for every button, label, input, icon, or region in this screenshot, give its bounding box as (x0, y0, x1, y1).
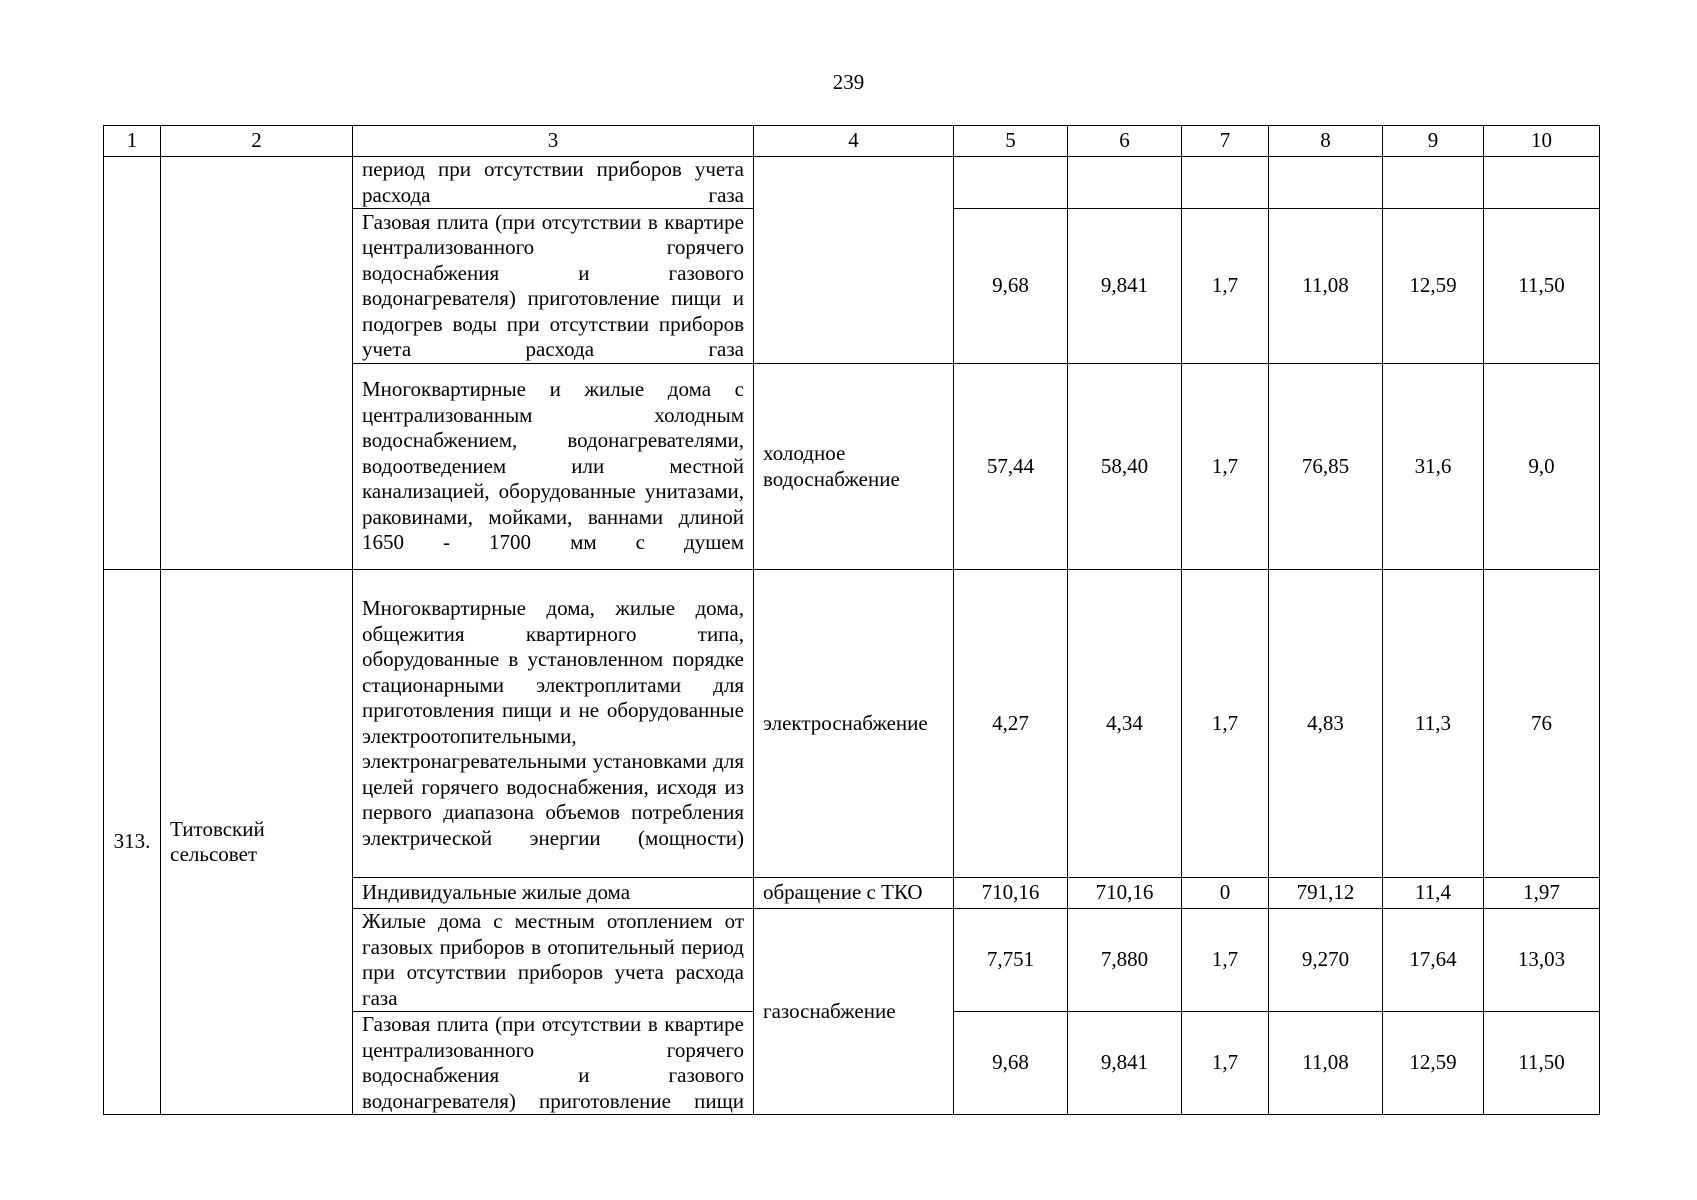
value-cell: 1,7 (1182, 909, 1269, 1012)
description-cell: Газовая плита (при отсутствии в квартире централизованного горячего водоснабжения и газового водонагревателя) приготовление пищи (353, 1012, 754, 1115)
header-cell: 9 (1383, 126, 1484, 157)
value-cell: 4,34 (1068, 570, 1182, 878)
value-cell: 9,841 (1068, 1012, 1182, 1115)
value-cell: 11,50 (1484, 209, 1600, 364)
table-row (104, 157, 1600, 209)
value-cell (1269, 157, 1383, 209)
value-cell: 9,68 (954, 1012, 1068, 1115)
value-cell: 9,0 (1484, 364, 1600, 570)
value-cell: 1,7 (1182, 570, 1269, 878)
value-cell: 0 (1182, 878, 1269, 909)
value-cell: 710,16 (1068, 878, 1182, 909)
value-cell (1484, 157, 1600, 209)
description-cell: Многоквартирные дома, жилые дома, общежития квартирного типа, оборудованные в установленном порядке стационарными электроплитами для приготовления пищи и не оборудованные электроотопительными, электронагревательными установками для целей горячего водоснабжения, исходя из первого диапазона объемов потребления электрической энергии (мощности) (353, 570, 754, 878)
value-cell (1383, 157, 1484, 209)
value-cell: 11,08 (1269, 1012, 1383, 1115)
header-cell: 8 (1269, 126, 1383, 157)
value-cell: 1,97 (1484, 878, 1600, 909)
header-cell: 3 (353, 126, 754, 157)
municipality-cell: Титовский сельсовет (161, 570, 353, 1115)
municipality-cell (161, 157, 353, 570)
value-cell (1068, 157, 1182, 209)
value-cell: 4,27 (954, 570, 1068, 878)
value-cell (1182, 157, 1269, 209)
row-number-cell: 313. (104, 570, 161, 1115)
tariff-table (103, 125, 1600, 1115)
value-cell: 13,03 (1484, 909, 1600, 1012)
header-cell: 7 (1182, 126, 1269, 157)
service-cell: электроснабжение (754, 570, 954, 878)
value-cell: 1,7 (1182, 364, 1269, 570)
description-cell: Газовая плита (при отсутствии в квартире централизованного горячего водоснабжения и газового водонагревателя) приготовление пищи и подогрев воды при отсутствии приборов учета расхода газа (353, 209, 754, 364)
value-cell: 31,6 (1383, 364, 1484, 570)
value-cell: 9,841 (1068, 209, 1182, 364)
service-cell (754, 157, 954, 364)
description-cell: Многоквартирные и жилые дома с централизованным холодным водоснабжением, водонагревателями, водоотведением или местной канализацией, оборудованные унитазами, раковинами, мойками, ваннами длиной 1650 - 1700 мм с душем (353, 364, 754, 570)
header-cell: 1 (104, 126, 161, 157)
description-cell: Индивидуальные жилые дома (353, 878, 754, 909)
table-row (104, 570, 1600, 878)
value-cell: 11,50 (1484, 1012, 1600, 1115)
value-cell: 12,59 (1383, 1012, 1484, 1115)
value-cell: 710,16 (954, 878, 1068, 909)
value-cell: 76,85 (1269, 364, 1383, 570)
header-cell: 5 (954, 126, 1068, 157)
value-cell: 12,59 (1383, 209, 1484, 364)
value-cell: 9,68 (954, 209, 1068, 364)
value-cell: 9,270 (1269, 909, 1383, 1012)
header-cell: 6 (1068, 126, 1182, 157)
value-cell: 1,7 (1182, 209, 1269, 364)
value-cell: 7,751 (954, 909, 1068, 1012)
value-cell (954, 157, 1068, 209)
header-cell: 10 (1484, 126, 1600, 157)
value-cell: 57,44 (954, 364, 1068, 570)
value-cell: 11,4 (1383, 878, 1484, 909)
value-cell: 76 (1484, 570, 1600, 878)
header-cell: 4 (754, 126, 954, 157)
service-cell: холодное водоснабжение (754, 364, 954, 570)
description-cell: Жилые дома с местным отоплением от газовых приборов в отопительный период при отсутствии приборов учета расхода газа (353, 909, 754, 1012)
value-cell: 58,40 (1068, 364, 1182, 570)
description-cell: период при отсутствии приборов учета расхода газа (353, 157, 754, 209)
page-number: 239 (832, 70, 865, 94)
value-cell: 7,880 (1068, 909, 1182, 1012)
value-cell: 11,08 (1269, 209, 1383, 364)
header-row (104, 126, 1600, 157)
value-cell: 1,7 (1182, 1012, 1269, 1115)
row-number-cell (104, 157, 161, 570)
header-cell: 2 (161, 126, 353, 157)
value-cell: 4,83 (1269, 570, 1383, 878)
value-cell: 11,3 (1383, 570, 1484, 878)
value-cell: 17,64 (1383, 909, 1484, 1012)
service-cell: газоснабжение (754, 909, 954, 1115)
service-cell: обращение с ТКО (754, 878, 954, 909)
value-cell: 791,12 (1269, 878, 1383, 909)
